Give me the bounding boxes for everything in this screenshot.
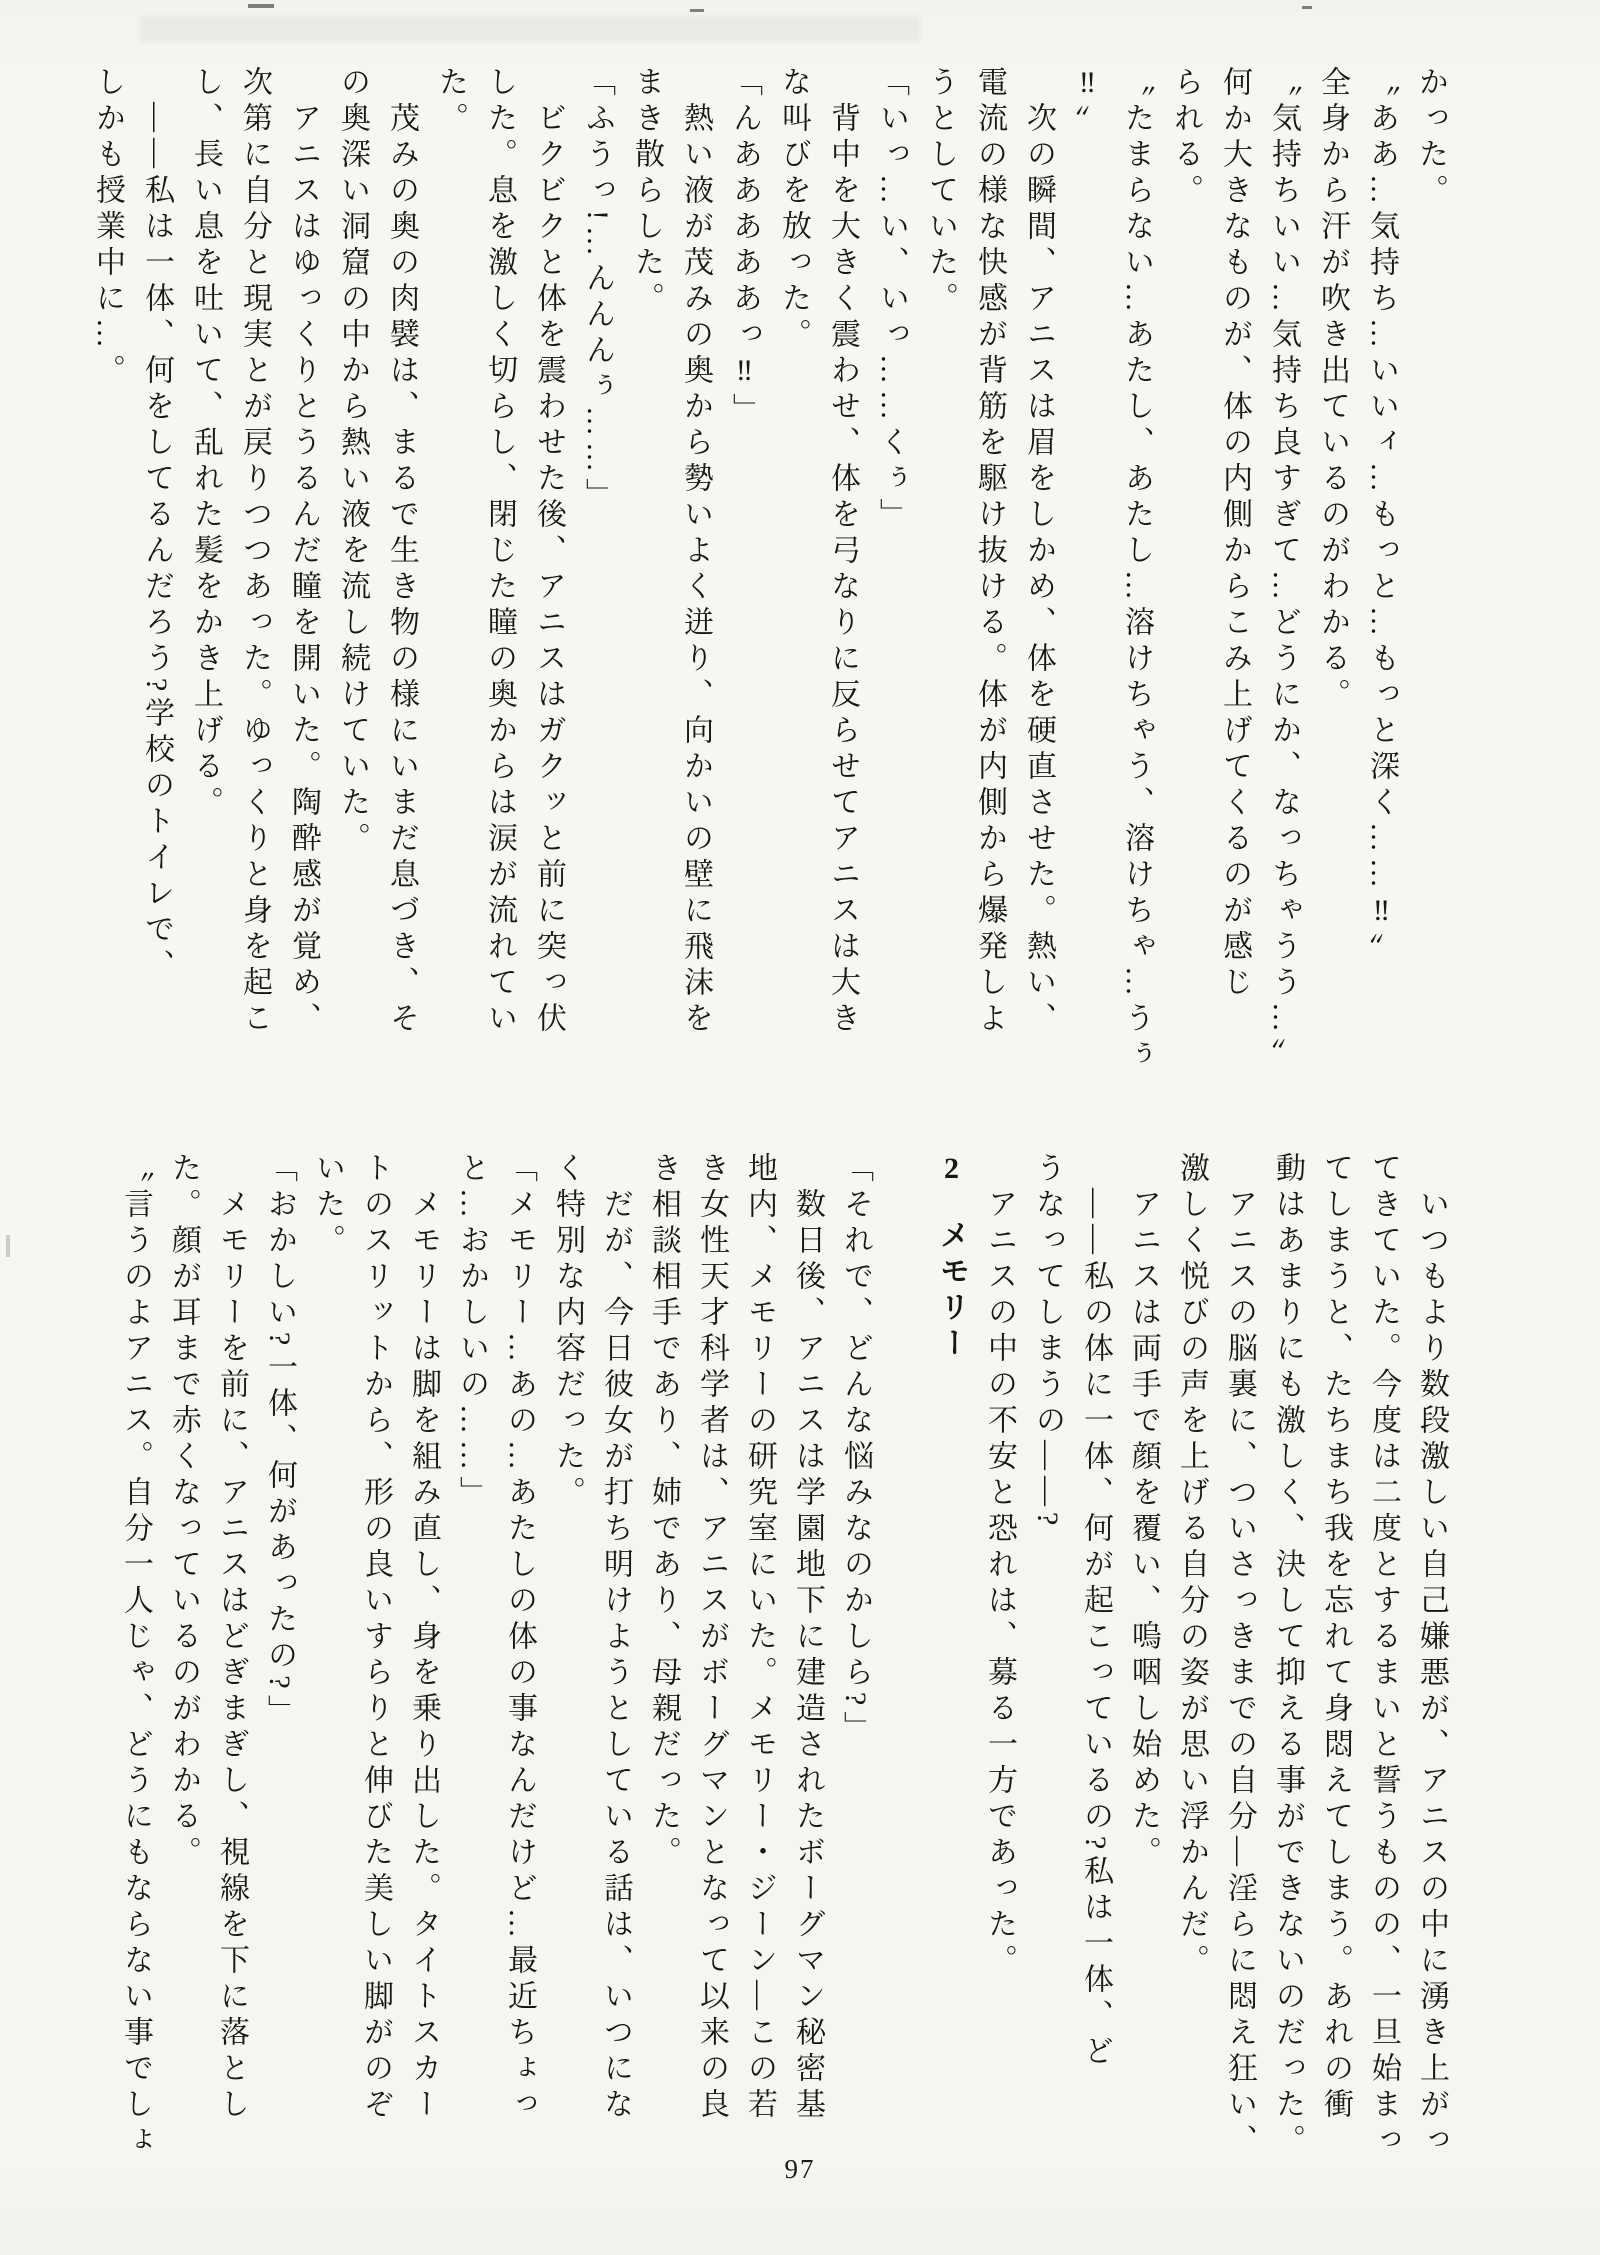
- text-column: た。顔が耳まで赤くなっているのがわかる。: [167, 1152, 200, 1872]
- lower-text-block: [111, 1152, 1455, 2172]
- text-column: しかも授業中に…。: [91, 66, 124, 390]
- text-column: まき散らした。: [630, 66, 663, 318]
- text-column: き女性天才科学者は、アニスがボーグマンとなって以来の良: [695, 1152, 728, 2124]
- text-column: ――私は一体、何をしてるんだろう?学校のトイレで、: [140, 102, 173, 986]
- text-column: 「おかしい?一体、何があったの?」: [263, 1152, 296, 1731]
- section-title: メモリー: [935, 1219, 968, 1363]
- text-column: アニスの中の不安と恐れは、募る一方であった。: [983, 1188, 1016, 1980]
- text-column: な叫びを放った。: [777, 66, 810, 354]
- text-column: トのスリットから、形の良いすらりと伸びた美しい脚がのぞ: [359, 1152, 392, 2124]
- section-number: 2: [935, 1152, 968, 1191]
- text-column: 「ふうっ!…んんんぅ……」: [581, 66, 614, 514]
- text-column: 「いっ…い、いっ……くぅ」: [875, 66, 908, 534]
- page-number: 97: [784, 2154, 816, 2184]
- text-column: 〝ああ…気持ち…いいィ…もっと…もっと深く……‼〟: [1365, 66, 1398, 969]
- section-heading: [927, 1152, 975, 2172]
- text-column: アニスの脳裏に、ついさっきまでの自分―淫らに悶え狂い、: [1223, 1188, 1256, 2160]
- text-column: アニスはゆっくりとうるんだ瞳を開いた。陶酔感が覚め、: [287, 102, 320, 1038]
- text-column: いつもより数段激しい自己嫌悪が、アニスの中に湧き上がっ: [1415, 1188, 1448, 2160]
- text-column: と…おかしいの……」: [455, 1152, 488, 1512]
- text-column: 〝気持ちいい…気持ち良すぎて…どうにか、なっちゃうう…〟: [1267, 66, 1300, 1074]
- text-column: 動はあまりにも激しく、決して抑える事ができないのだった。: [1271, 1152, 1304, 2160]
- text-column: られる。: [1169, 66, 1202, 210]
- text-column: の奥深い洞窟の中から熱い液を流し続けていた。: [336, 66, 369, 858]
- text-column: 茂みの奥の肉襞は、まるで生き物の様にいまだ息づき、そ: [385, 102, 418, 1038]
- text-column: アニスは両手で顔を覆い、嗚咽し始めた。: [1127, 1188, 1160, 1872]
- text-column: てきていた。今度は二度とするまいと誓うものの、一旦始まっ: [1367, 1152, 1400, 2160]
- text-column: ビクビクと体を震わせた後、アニスはガクッと前に突っ伏: [532, 102, 565, 1038]
- column-gap: [879, 1152, 927, 2172]
- text-column: かった。: [1414, 66, 1447, 210]
- text-column: メモリーは脚を組み直し、身を乗り出した。タイトスカー: [407, 1188, 440, 2124]
- text-column: 電流の様な快感が背筋を駆け抜ける。体が内側から爆発しよ: [973, 66, 1006, 1038]
- text-column: き相談相手であり、姉であり、母親だった。: [647, 1152, 680, 1872]
- text-column: 〝たまらない…あたし、あたし…溶けちゃう、溶けちゃ…うぅ: [1120, 66, 1153, 1074]
- scan-artifact: [140, 16, 920, 42]
- text-column: 「それで、どんな悩みなのかしら?」: [839, 1152, 872, 1748]
- text-column: 「メモリー…あの…あたしの体の事なんだけど…最近ちょっ: [503, 1152, 536, 2124]
- text-column: 背中を大きく震わせ、体を弓なりに反らせてアニスは大き: [826, 102, 859, 1038]
- text-column: てしまうと、たちまち我を忘れて身悶えてしまう。あれの衝: [1319, 1152, 1352, 2124]
- scan-artifact: [690, 9, 704, 12]
- text-column: 熱い液が茂みの奥から勢いよく迸り、向かいの壁に飛沫を: [679, 102, 712, 1038]
- upper-text-block: [83, 66, 1455, 1086]
- text-column: 何か大きなものが、体の内側からこみ上げてくるのが感じ: [1218, 66, 1251, 1002]
- text-column: 数日後、アニスは学園地下に建造されたボーグマン秘密基: [791, 1188, 824, 2124]
- text-column: 次の瞬間、アニスは眉をしかめ、体を硬直させた。熱い、: [1022, 102, 1055, 1038]
- text-column: 次第に自分と現実とが戻りつつあった。ゆっくりと身を起こ: [238, 66, 271, 1038]
- text-column: うなってしまうの――?: [1031, 1152, 1064, 1532]
- scan-artifact: [1302, 6, 1312, 9]
- text-column: うとしていた。: [924, 66, 957, 318]
- text-column: ‼〟: [1071, 66, 1104, 141]
- text-column: 激しく悦びの声を上げる自分の姿が思い浮かんだ。: [1175, 1152, 1208, 1980]
- text-column: した。息を激しく切らし、閉じた瞳の奥からは涙が流れてい: [483, 66, 516, 1038]
- text-column: 〝言うのよアニス。自分一人じゃ、どうにもならない事でしょ: [119, 1152, 152, 2160]
- text-column: く特別な内容だった。: [551, 1152, 584, 1512]
- text-column: ――私の体に一体、何が起こっているの?私は一体、ど: [1079, 1188, 1112, 2072]
- text-column: だが、今日彼女が打ち明けようとしている話は、いつにな: [599, 1188, 632, 2124]
- text-column: 「んあああああっ‼」: [728, 66, 761, 429]
- text-column: 地内、メモリーの研究室にいた。メモリー・ジーン―この若: [743, 1152, 776, 2124]
- text-column: いた。: [311, 1152, 344, 1260]
- text-column: し、長い息を吐いて、乱れた髪をかき上げる。: [189, 66, 222, 822]
- text-column: メモリーを前に、アニスはどぎまぎし、視線を下に落とし: [215, 1188, 248, 2124]
- text-column: 全身から汗が吹き出ているのがわかる。: [1316, 66, 1349, 714]
- text-column: た。: [434, 66, 467, 138]
- scan-artifact: [6, 1235, 10, 1257]
- scan-artifact: [248, 4, 274, 8]
